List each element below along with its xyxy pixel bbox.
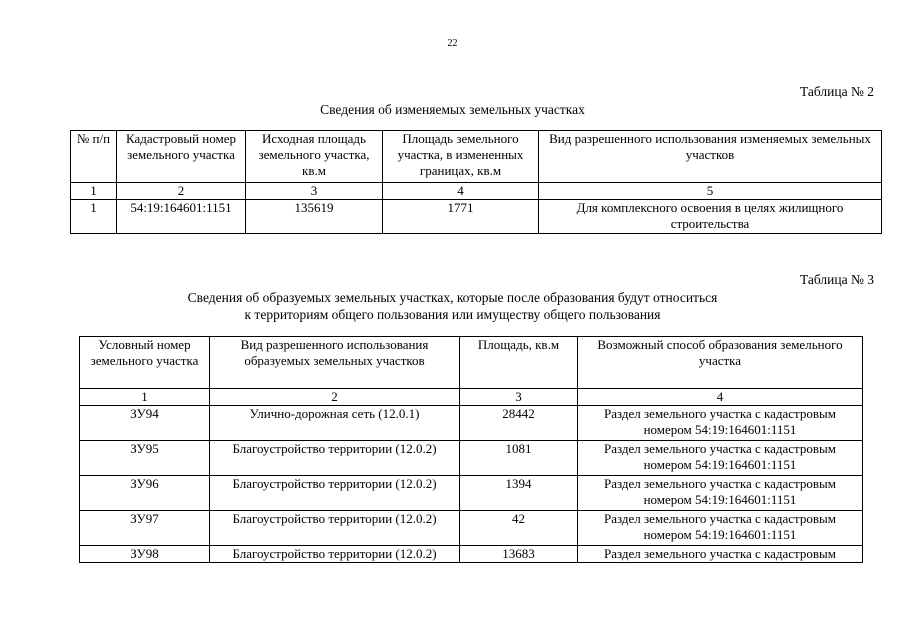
table-cell: Раздел земельного участка с кадастровым номером 54:19:164601:1151 <box>578 511 863 546</box>
table3-header-cell: Вид разрешенного использования образуемых земельных участков <box>210 337 460 389</box>
table-cell: 28442 <box>460 406 578 441</box>
table-cell: ЗУ97 <box>80 511 210 546</box>
table-cell: 1 <box>71 200 117 234</box>
table-cell: Благоустройство территории (12.0.2) <box>210 441 460 476</box>
table2-title: Сведения об изменяемых земельных участках <box>320 102 585 117</box>
table-cell: 42 <box>460 511 578 546</box>
table-cell: ЗУ98 <box>80 546 210 563</box>
table2-header-cell: Площадь земельного участка, в измененных границах, кв.м <box>383 131 539 183</box>
table3-title-line2: к территориям общего пользования или имуществу общего пользования <box>244 307 661 322</box>
table-cell: Благоустройство территории (12.0.2) <box>210 476 460 511</box>
table3-colnum-row <box>80 389 863 406</box>
table-cell: 1771 <box>383 200 539 234</box>
table-cell: ЗУ94 <box>80 406 210 441</box>
table3-colnum-cell: 2 <box>210 389 460 406</box>
table2-colnum-row <box>71 183 882 200</box>
table-cell: Раздел земельного участка с кадастровым <box>578 546 863 563</box>
table2-header-cell: Кадастровый номер земельного участка <box>117 131 246 183</box>
table-cell: Раздел земельного участка с кадастровым номером 54:19:164601:1151 <box>578 441 863 476</box>
table-row <box>80 476 863 511</box>
table-cell: Благоустройство территории (12.0.2) <box>210 546 460 563</box>
table3-colnum-cell: 1 <box>80 389 210 406</box>
table2-colnum-cell: 4 <box>383 183 539 200</box>
table2-header-row <box>71 131 882 183</box>
table2 <box>70 130 882 234</box>
table3-colnum-cell: 3 <box>460 389 578 406</box>
table3-header-cell: Возможный способ образования земельного участка <box>578 337 863 389</box>
table2-colnum-cell: 1 <box>71 183 117 200</box>
table2-label: Таблица № 2 <box>800 84 874 99</box>
table3-title-line1: Сведения об образуемых земельных участках, которые после образования будут относиться <box>187 290 718 305</box>
table-cell: ЗУ96 <box>80 476 210 511</box>
table3-colnum-cell: 4 <box>578 389 863 406</box>
table2-colnum-cell: 5 <box>539 183 882 200</box>
table-row <box>80 441 863 476</box>
table-cell: Для комплексного освоения в целях жилищного строительства <box>539 200 882 234</box>
table-cell: 1081 <box>460 441 578 476</box>
table-row <box>80 511 863 546</box>
table3-header-cell: Условный номер земельного участка <box>80 337 210 389</box>
table-cell: 1394 <box>460 476 578 511</box>
page-number: 22 <box>447 38 458 49</box>
table3-header-row <box>80 337 863 389</box>
table-cell: 13683 <box>460 546 578 563</box>
table3-header-cell: Площадь, кв.м <box>460 337 578 389</box>
table-row <box>80 546 863 563</box>
table2-header-cell: № п/п <box>71 131 117 183</box>
table3 <box>79 336 863 563</box>
table2-header-cell: Исходная площадь земельного участка, кв.м <box>246 131 383 183</box>
table-cell: Раздел земельного участка с кадастровым номером 54:19:164601:1151 <box>578 406 863 441</box>
table-cell: Улично-дорожная сеть (12.0.1) <box>210 406 460 441</box>
table2-colnum-cell: 2 <box>117 183 246 200</box>
table-cell: 54:19:164601:1151 <box>117 200 246 234</box>
table-cell: 135619 <box>246 200 383 234</box>
table-cell: Раздел земельного участка с кадастровым номером 54:19:164601:1151 <box>578 476 863 511</box>
table2-header-cell: Вид разрешенного использования изменяемых земельных участков <box>539 131 882 183</box>
table-cell: Благоустройство территории (12.0.2) <box>210 511 460 546</box>
table-row <box>71 200 882 234</box>
table2-colnum-cell: 3 <box>246 183 383 200</box>
table3-label: Таблица № 3 <box>800 272 874 287</box>
table-row <box>80 406 863 441</box>
table-cell: ЗУ95 <box>80 441 210 476</box>
